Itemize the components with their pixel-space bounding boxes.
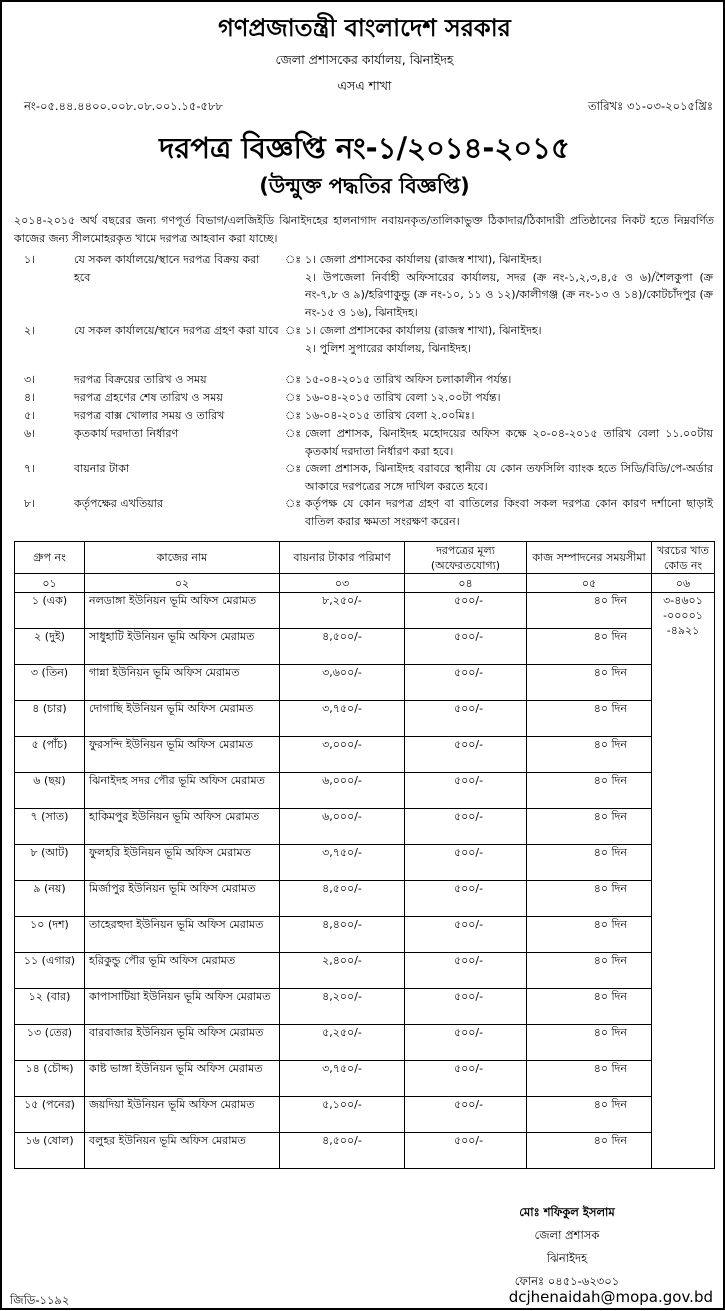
work-name-cell: ফুরসন্দি ইউনিয়ন ভূমি অফিস মেরামত <box>85 737 280 773</box>
price-cell: ৫০০/- <box>405 953 527 989</box>
work-name-cell: কাষ্ট ভাঙ্গা ইউনিয়ন ভূমি অফিস মেরামত <box>85 1061 280 1097</box>
earnest-cell: ৪,৫০০/- <box>280 881 405 917</box>
group-cell: ১ (এক) <box>15 593 85 629</box>
condition-separator: ঃ <box>285 427 302 440</box>
group-cell: ১২ (বার) <box>15 989 85 1025</box>
condition-value <box>305 495 713 530</box>
branch-name: এসএ শাখা <box>337 78 392 93</box>
price-cell: ৫০০/- <box>405 845 527 881</box>
col-number: ০৩ <box>280 574 405 593</box>
condition-separator: ঃ <box>285 324 302 337</box>
header-earnest: বায়নার টাকার পরিমাণ <box>280 542 405 574</box>
condition-number: ২। <box>24 324 36 337</box>
price-cell: ৫০০/- <box>405 917 527 953</box>
notice-date: তারিখঃ ৩১-০৩-২০১৫খ্রিঃ <box>588 99 713 113</box>
time-cell: ৪০ দিন <box>527 917 652 953</box>
expense-code-part: -৪৯২১ <box>666 624 700 637</box>
work-name-cell: ফুলহরি ইউনিয়ন ভূমি অফিস মেরামত <box>85 845 280 881</box>
table-row <box>15 1133 715 1169</box>
table-row <box>15 737 715 773</box>
work-name-cell: তাহেরহুদা ইউনিয়ন ভূমি অফিস মেরামত <box>85 917 280 953</box>
time-cell: ৪০ দিন <box>527 629 652 665</box>
earnest-cell: ৮,২৫০/- <box>280 593 405 629</box>
condition-item: কর্তৃপক্ষ যে কোন দরপত্র গ্রহণ বা বাতিলের কিংবা সকল দরপত্র কোন কারণ দর্শানো ছাড়াই বাতিল করার ক্ষমতা সংরক্ষণ করেন। <box>305 497 713 528</box>
expense-code-part: ৩-৪৬০১ <box>663 594 703 607</box>
signatory-district: ঝিনাইদহ <box>546 1251 588 1265</box>
condition-number: ৪। <box>24 391 36 404</box>
earnest-cell: ৪,৫০০/- <box>280 629 405 665</box>
condition-item: ২। পুলিশ সুপারের কার্যালয়, ঝিনাইদহ। <box>305 341 471 355</box>
condition-item: জেলা প্রশাসক, ঝিনাইদহ মহোদয়ের অফিস কক্ষে ২০-০৪-২০১৫ তারিখ বেলা ১১.০০টায় কৃতকার্য দরদাতা নির্ধারণ করা হবে। <box>305 427 713 458</box>
work-name-cell: মির্জাপুর ইউনিয়ন ভূমি অফিস মেরামত <box>85 881 280 917</box>
earnest-cell: ২,৪০০/- <box>280 953 405 989</box>
header-code: খরচের খাত কোড নং <box>652 542 715 574</box>
group-cell: ৫ (পাঁচ) <box>15 737 85 773</box>
office-name: জেলা প্রশাসকের কার্যালয়, ঝিনাইদহ <box>275 52 454 67</box>
intro-paragraph: ২০১৪-২০১৫ অর্থ বছরের জন্য গণপূর্ত বিভাগ/এলজিইডি ঝিনাইদহের হালনাগাদ নবায়নকৃত/তালিকাভুক্ত ঠিকাদার/ঠিকাদারী প্রতিষ্ঠানের নিকট হতে নিম্নবর্ণিত কাজের জন্য সীলমোহরকৃত খামে দরপত্র আহবান করা যাচ্ছে। <box>14 214 714 245</box>
signatory-designation: জেলা প্রশাসক <box>534 1228 600 1242</box>
signature-block <box>482 1201 652 1293</box>
gd-number: জিডি-১১৯২ <box>10 1293 70 1307</box>
table-row <box>15 593 715 629</box>
work-name-cell: দোগাছি ইউনিয়ন ভূমি অফিস মেরামত <box>85 701 280 737</box>
condition-value <box>305 251 713 321</box>
condition-value <box>305 389 713 407</box>
earnest-cell: ৩,৬০০/- <box>280 665 405 701</box>
condition-number: ৭। <box>24 462 36 475</box>
col-number: ০৬ <box>652 574 715 593</box>
group-cell: ১১ (এগার) <box>15 953 85 989</box>
work-name-cell: নলডাঙ্গা ইউনিয়ন ভূমি অফিস মেরামত <box>85 593 280 629</box>
table-header-row <box>15 542 715 574</box>
condition-item: ১৫-০৪-২০১৫ তারিখ অফিস চলাকালীন পর্যন্ত। <box>305 373 512 386</box>
works-table <box>14 541 715 1169</box>
condition-item: জেলা প্রশাসক, ঝিনাইদহ বরাবরে স্থানীয় যে কোন তফসিলি ব্যাংক হতে সিডি/বিডি/পে-অর্ডার আকারে দরপত্রের সঙ্গে দাখিল করতে হবে। <box>305 462 713 493</box>
table-row <box>15 809 715 845</box>
condition-separator: ঃ <box>285 391 302 404</box>
group-cell: ১০ (দশ) <box>15 917 85 953</box>
condition-separator: ঃ <box>285 373 302 386</box>
col-number: ০২ <box>85 574 280 593</box>
price-cell: ৫০০/- <box>405 773 527 809</box>
col-number: ০৪ <box>405 574 527 593</box>
condition-label: দরপত্র বিক্রয়ের তারিখ ও সময় <box>74 373 207 386</box>
condition-label: কৃতকার্য দরদাতা নির্ধারণ <box>74 427 179 440</box>
earnest-cell: ৬,০০০/- <box>280 773 405 809</box>
group-cell: ১৬ (ষোল) <box>15 1133 85 1169</box>
col-number: ০৫ <box>527 574 652 593</box>
condition-value <box>305 460 713 495</box>
work-name-cell: বলুহর ইউনিয়ন ভূমি অফিস মেরামত <box>85 1133 280 1169</box>
notice-title: দরপত্র বিজ্ঞপ্তি নং-১/২০১৪-২০১৫ <box>159 131 570 165</box>
condition-value <box>305 425 713 460</box>
price-cell: ৫০০/- <box>405 881 527 917</box>
expense-code-part: -০০০০১ <box>663 609 703 622</box>
work-name-cell: সাধুহাটি ইউনিয়ন ভূমি অফিস মেরামত <box>85 629 280 665</box>
col-number: ০১ <box>15 574 85 593</box>
price-cell: ৫০০/- <box>405 989 527 1025</box>
earnest-cell: ৩,৭৫০/- <box>280 701 405 737</box>
header-group: গ্রুপ নং <box>15 542 85 574</box>
condition-number: ৩। <box>24 373 36 386</box>
price-cell: ৫০০/- <box>405 1061 527 1097</box>
group-cell: ৩ (তিন) <box>15 665 85 701</box>
condition-separator: ঃ <box>285 462 302 475</box>
table-row <box>15 845 715 881</box>
price-cell: ৫০০/- <box>405 737 527 773</box>
condition-value <box>305 407 713 425</box>
table-row <box>15 1061 715 1097</box>
price-cell: ৫০০/- <box>405 593 527 629</box>
condition-value <box>305 371 713 389</box>
table-row <box>15 629 715 665</box>
time-cell: ৪০ দিন <box>527 1097 652 1133</box>
condition-label: যে সকল কার্যালয়ে/স্থানে দরপত্র বিক্রয় করা হবে <box>74 253 260 284</box>
time-cell: ৪০ দিন <box>527 773 652 809</box>
table-row <box>15 989 715 1025</box>
signatory-name: মোঃ শফিকুল ইসলাম <box>519 1205 615 1219</box>
table-row <box>15 701 715 737</box>
group-cell: ১৪ (চৌদ্দ) <box>15 1061 85 1097</box>
group-cell: ৯ (নয়) <box>15 881 85 917</box>
time-cell: ৪০ দিন <box>527 845 652 881</box>
header-work-name: কাজের নাম <box>85 542 280 574</box>
price-cell: ৫০০/- <box>405 1133 527 1169</box>
table-row <box>15 881 715 917</box>
signatory-phone: ফোনঃ ০৪৫১-৬২৩০১ <box>514 1274 620 1288</box>
condition-label: দরপত্র বাক্স খোলার সময় ও তারিখ <box>74 409 225 422</box>
earnest-cell: ৪,২০০/- <box>280 989 405 1025</box>
earnest-cell: ৩,০০০/- <box>280 737 405 773</box>
table-row <box>15 917 715 953</box>
time-cell: ৪০ দিন <box>527 1025 652 1061</box>
work-name-cell: হাকিমপুর ইউনিয়ন ভূমি অফিস মেরামত <box>85 809 280 845</box>
condition-separator: ঃ <box>285 497 302 510</box>
time-cell: ৪০ দিন <box>527 593 652 629</box>
memo-number: নং-০৫.৪৪.৪৪০০.০০৮.০৮.০০১.১৫-৫৮৮ <box>24 99 223 113</box>
condition-item: ১। জেলা প্রশাসকের কার্যালয় (রাজস্ব শাখা), ঝিনাইদহ। <box>305 253 542 266</box>
header-price: দরপত্রের মূল্য (অফেরতযোগ্য) <box>405 542 527 574</box>
earnest-cell: ৪,৪০০/- <box>280 917 405 953</box>
time-cell: ৪০ দিন <box>527 1061 652 1097</box>
work-name-cell: জয়দিয়া ইউনিয়ন ভূমি অফিস মেরামত <box>85 1097 280 1133</box>
condition-number: ৬। <box>24 427 36 440</box>
expense-code-cell <box>652 593 715 1169</box>
earnest-cell: ৩,৭৫০/- <box>280 845 405 881</box>
condition-item: ১৬-০৪-২০১৫ তারিখ বেলা ১২.০০টা পর্যন্ত। <box>305 391 501 404</box>
price-cell: ৫০০/- <box>405 665 527 701</box>
time-cell: ৪০ দিন <box>527 701 652 737</box>
time-cell: ৪০ দিন <box>527 737 652 773</box>
table-row <box>15 953 715 989</box>
work-name-cell: হরিকুন্ডু পৌর ভূমি অফিস মেরামত <box>85 953 280 989</box>
time-cell: ৪০ দিন <box>527 665 652 701</box>
time-cell: ৪০ দিন <box>527 881 652 917</box>
work-name-cell: ঝিনাইদহ সদর পৌর ভূমি অফিস মেরামত <box>85 773 280 809</box>
group-cell: ৬ (ছয়) <box>15 773 85 809</box>
work-name-cell: বারবাজার ইউনিয়ন ভূমি অফিস মেরামত <box>85 1025 280 1061</box>
table-row <box>15 1025 715 1061</box>
time-cell: ৪০ দিন <box>527 989 652 1025</box>
price-cell: ৫০০/- <box>405 1097 527 1133</box>
condition-label: কর্তৃপক্ষের এখতিয়ার <box>74 497 164 510</box>
time-cell: ৪০ দিন <box>527 953 652 989</box>
condition-number: ৮। <box>24 497 36 510</box>
group-cell: ৭ (সাত) <box>15 809 85 845</box>
price-cell: ৫০০/- <box>405 809 527 845</box>
earnest-cell: ৫,২৫০/- <box>280 1025 405 1061</box>
condition-item: ২। উপজেলা নির্বাহী অফিসারের কার্যালয়, সদর (ক্র নং-১,২,৩,৪,৫ ও ৬)/শৈলকুপা (ক্র নং-৭,৮ ও ৯)/হরিণাকুন্ডু (ক্র নং-১০, ১১ ও ১২)/কালীগঞ্জ (ক্র নং-১৩ ও ১৪)/কোটচাঁদপুর (ক্র নং-১৫ ও ১৬), ঝিনাইদহ। <box>305 270 713 319</box>
condition-label: যে সকল কার্যালয়ে/স্থানে দরপত্র গ্রহণ করা যাবে <box>74 324 279 337</box>
table-row <box>15 665 715 701</box>
earnest-cell: ৬,০০০/- <box>280 809 405 845</box>
price-cell: ৫০০/- <box>405 701 527 737</box>
column-number-row <box>15 574 715 593</box>
earnest-cell: ৪,৫০০/- <box>280 1133 405 1169</box>
condition-number: ১। <box>24 253 36 266</box>
table-row <box>15 1097 715 1133</box>
group-cell: ৪ (চার) <box>15 701 85 737</box>
condition-item: ১। জেলা প্রশাসকের কার্যালয় (রাজস্ব শাখা), ঝিনাইদহ। <box>305 324 542 337</box>
condition-item: ১৬-০৪-২০১৫ তারিখ বেলা ২.০০মিঃ। <box>305 409 475 422</box>
notice-subtitle: (উন্মুক্ত পদ্ধতির বিজ্ঞপ্তি) <box>259 174 470 198</box>
condition-number: ৫। <box>24 409 36 422</box>
price-cell: ৫০০/- <box>405 629 527 665</box>
group-cell: ১৩ (তের) <box>15 1025 85 1061</box>
work-name-cell: গান্না ইউনিয়ন ভূমি অফিস মেরামত <box>85 665 280 701</box>
government-name: গণপ্রজাতন্ত্রী বাংলাদেশ সরকার <box>218 14 511 42</box>
group-cell: ২ (দুই) <box>15 629 85 665</box>
condition-value <box>305 322 713 357</box>
group-cell: ৮ (আট) <box>15 845 85 881</box>
header-time: কাজ সম্পাদনের সময়সীমা <box>527 542 652 574</box>
work-name-cell: কাপাসাটিয়া ইউনিয়ন ভূমি অফিস মেরামত <box>85 989 280 1025</box>
earnest-cell: ৩,৭৫০/- <box>280 1061 405 1097</box>
condition-label: বায়নার টাকা <box>74 462 130 475</box>
time-cell: ৪০ দিন <box>527 809 652 845</box>
condition-separator: ঃ <box>285 253 302 266</box>
contact-email[interactable]: dcjhenaidah@mopa.gov.bd <box>508 1288 713 1306</box>
time-cell: ৪০ দিন <box>527 1133 652 1169</box>
earnest-cell: ৫,১০০/- <box>280 1097 405 1133</box>
group-cell: ১৫ (পনের) <box>15 1097 85 1133</box>
condition-label: দরপত্র গ্রহণের শেষ তারিখ ও সময় <box>74 391 223 404</box>
table-row <box>15 773 715 809</box>
price-cell: ৫০০/- <box>405 1025 527 1061</box>
condition-separator: ঃ <box>285 409 302 422</box>
